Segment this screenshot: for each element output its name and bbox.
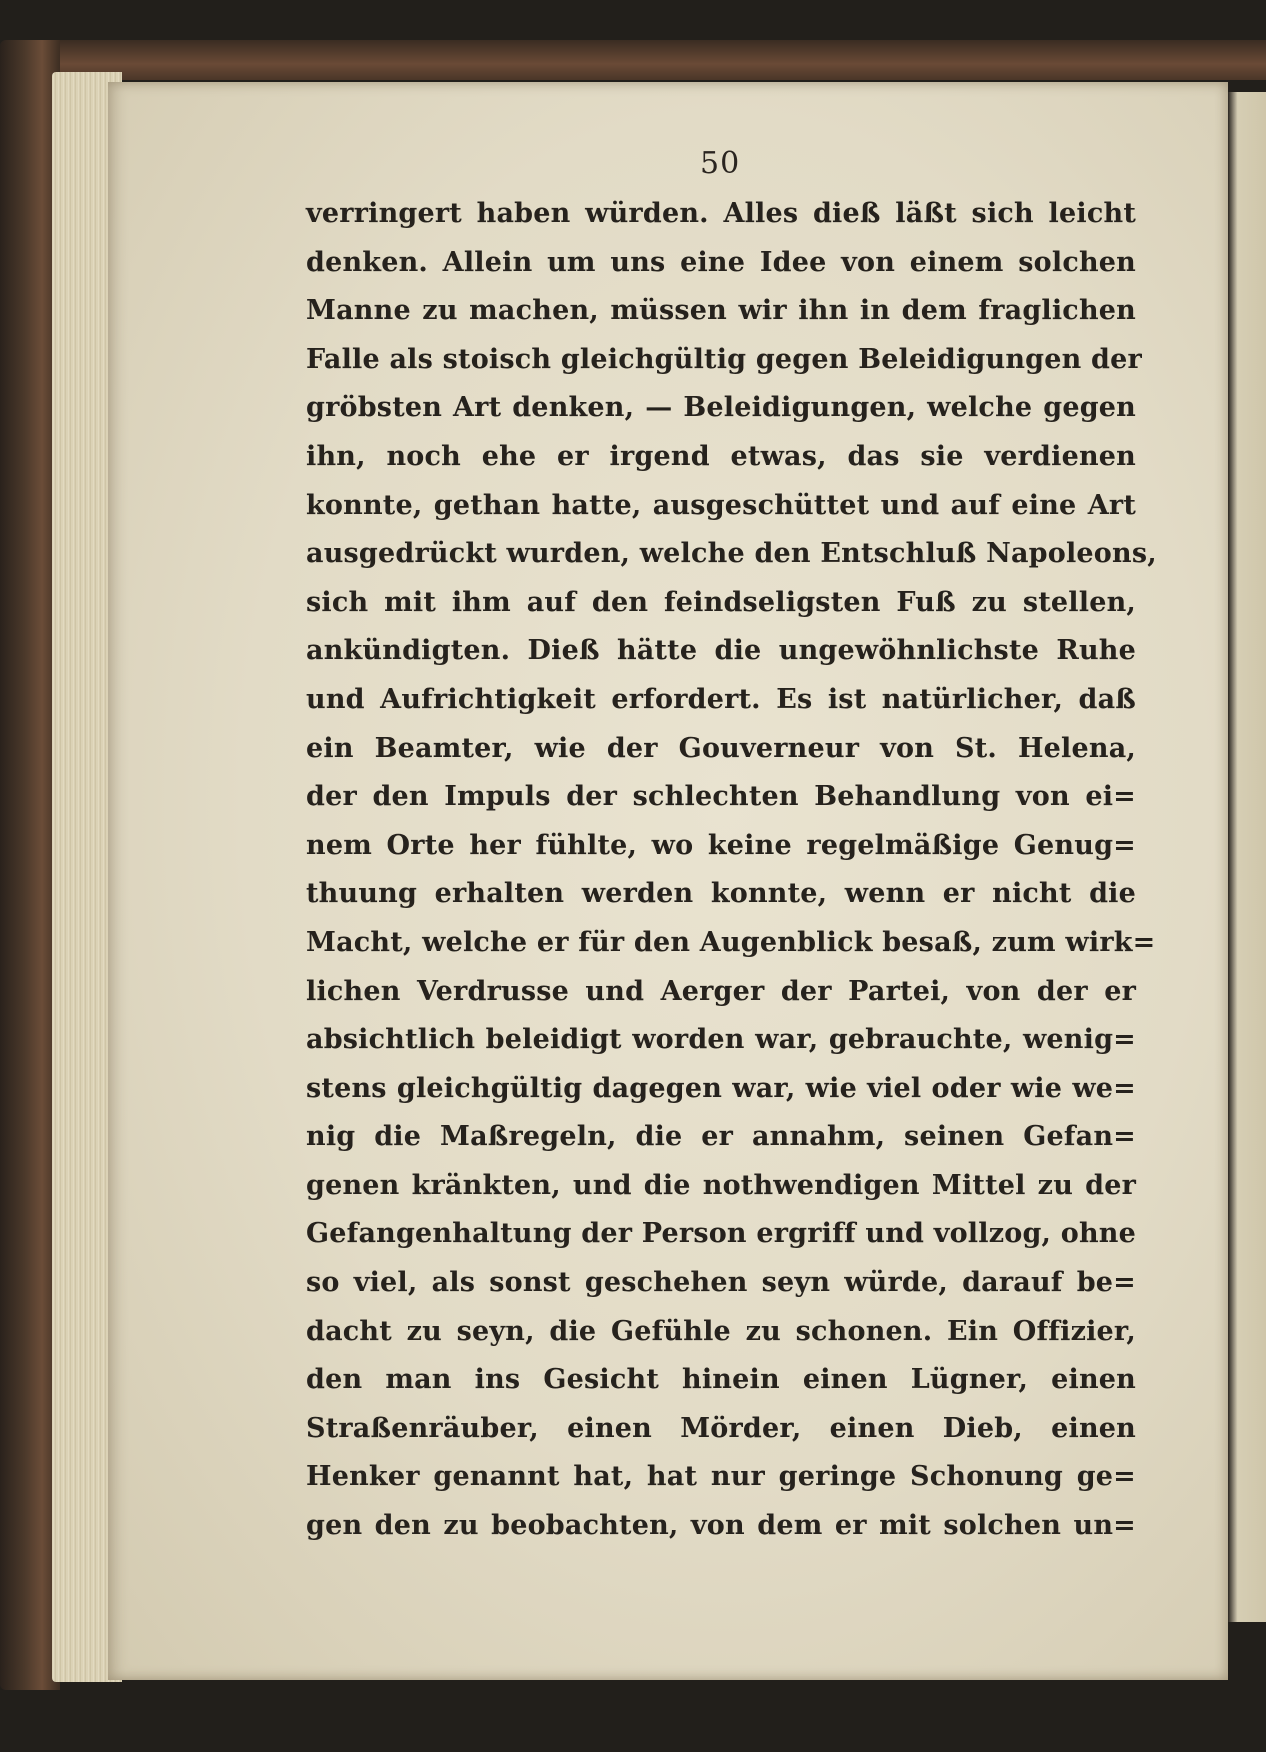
text-line: und Aufrichtigkeit erfordert. Es ist natürlicher, daß — [306, 683, 1136, 715]
text-line: Macht, welche er für den Augenblick besaß, zum wirk= — [306, 926, 1156, 958]
book-cover-spine — [0, 40, 60, 1690]
text-line: denken. Allein um uns eine Idee von einem solchen — [306, 246, 1136, 278]
text-line: Henker genannt hat, hat nur geringe Schonung ge= — [306, 1461, 1136, 1493]
text-line: verringert haben würden. Alles dieß läßt sich leicht — [306, 198, 1136, 229]
book-cover-top — [20, 40, 1266, 80]
text-line: ein Beamter, wie der Gouverneur von St. Helena, — [306, 732, 1136, 764]
text-line: gen den zu beobachten, von dem er mit solchen un= — [306, 1510, 1136, 1542]
text-line: ankündigten. Dieß hätte die ungewöhnlichste Ruhe — [306, 635, 1136, 667]
text-line: nem Orte her fühlte, wo keine regelmäßige Genug= — [306, 829, 1136, 861]
text-line: genen kränkten, und die nothwendigen Mittel zu der — [306, 1169, 1136, 1201]
text-line: stens gleichgültig dagegen war, wie viel oder wie we= — [306, 1072, 1136, 1104]
text-line: Gefangenhaltung der Person ergriff und vollzog, ohne — [306, 1218, 1136, 1250]
text-line: so viel, als sonst geschehen seyn würde, darauf be= — [306, 1267, 1136, 1299]
text-line: der den Impuls der schlechten Behandlung von ei= — [306, 781, 1136, 813]
text-line: nig die Maßregeln, die er annahm, seinen Gefan= — [306, 1121, 1136, 1153]
text-line: thuung erhalten werden konnte, wenn er nicht die — [306, 878, 1136, 910]
next-page-edge — [1228, 92, 1266, 1622]
text-line: gröbsten Art denken, — Beleidigungen, welche gegen — [306, 392, 1136, 424]
text-line: Manne zu machen, müssen wir ihn in dem fraglichen — [306, 295, 1136, 327]
page-number: 50 — [700, 146, 741, 181]
text-line: den man ins Gesicht hinein einen Lügner, einen — [306, 1364, 1136, 1396]
text-line: ausgedrückt wurden, welche den Entschluß Napoleons, — [306, 538, 1157, 570]
text-line: absichtlich beleidigt worden war, gebrauchte, wenig= — [306, 1024, 1136, 1056]
text-line: Straßenräuber, einen Mörder, einen Dieb, einen — [306, 1412, 1136, 1444]
text-line: Falle als stoisch gleichgültig gegen Beleidigungen der — [306, 343, 1142, 375]
text-line: konnte, gethan hatte, ausgeschüttet und auf eine Art — [306, 489, 1136, 521]
text-line: lichen Verdrusse und Aerger der Partei, von der er — [306, 975, 1136, 1007]
text-line: sich mit ihm auf den feindseligsten Fuß zu stellen, — [306, 586, 1136, 618]
text-line: ihn, noch ehe er irgend etwas, das sie verdienen — [306, 440, 1136, 472]
body-text — [306, 190, 1157, 1551]
text-line: dacht zu seyn, die Gefühle zu schonen. Ein Offizier, — [306, 1315, 1136, 1347]
